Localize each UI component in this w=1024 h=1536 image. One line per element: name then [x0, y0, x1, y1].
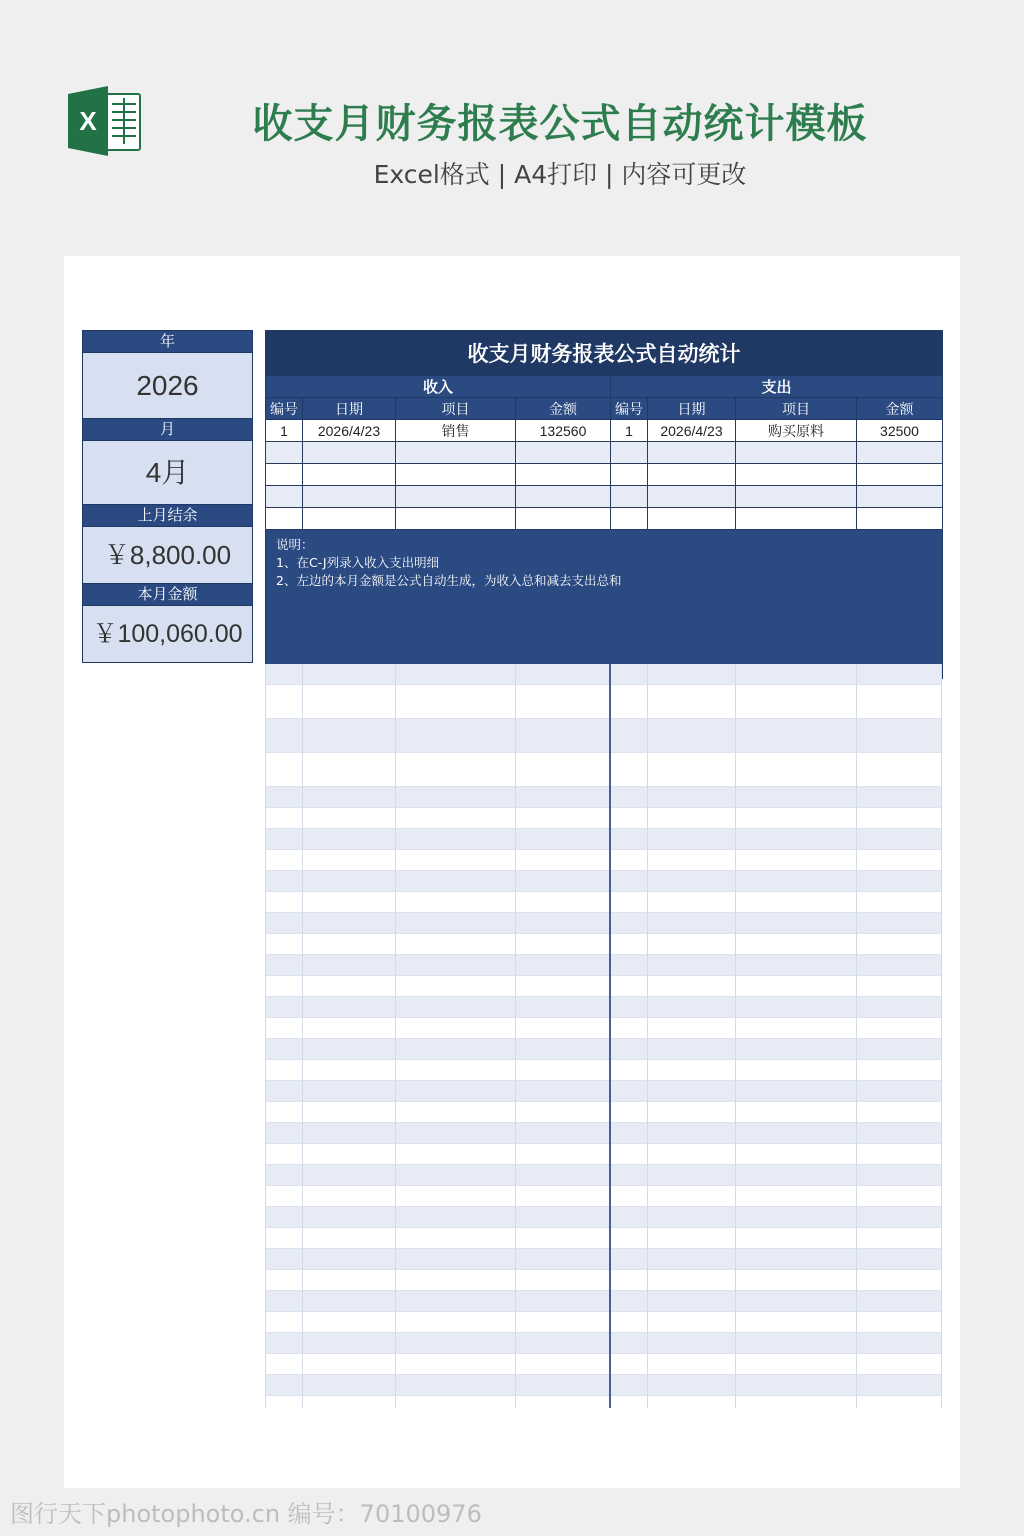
grid-row: [265, 955, 942, 976]
table-cell[interactable]: [516, 486, 611, 508]
table-row: [266, 486, 943, 508]
table-cell[interactable]: 132560: [516, 420, 611, 442]
grid-row: [265, 685, 942, 719]
table-cell[interactable]: [857, 442, 943, 464]
summary-panel: [82, 330, 253, 663]
table-cell[interactable]: [857, 486, 943, 508]
table-cell[interactable]: [736, 508, 857, 530]
year-value[interactable]: 2026: [83, 353, 252, 419]
excel-logo-icon: [68, 86, 142, 156]
table-cell[interactable]: [611, 464, 648, 486]
grid-row: [265, 1249, 942, 1270]
table-cell[interactable]: [611, 508, 648, 530]
grid-column-line: [395, 664, 396, 1408]
table-cell[interactable]: [303, 442, 396, 464]
table-cell[interactable]: [516, 464, 611, 486]
report-title: 收支月财务报表公式自动统计: [266, 331, 943, 376]
page-subtitle: Excel格式 | A4打印 | 内容可更改: [373, 160, 747, 189]
table-cell[interactable]: [396, 508, 516, 530]
table-cell[interactable]: 1: [266, 420, 303, 442]
table-cell[interactable]: [611, 486, 648, 508]
notes-box: [266, 530, 943, 679]
table-cell[interactable]: [266, 442, 303, 464]
col-header: 日期: [303, 398, 396, 420]
grid-row: [265, 997, 942, 1018]
grid-row: [265, 1039, 942, 1060]
grid-row: [265, 976, 942, 997]
page-title: 收支月财务报表公式自动统计模板: [252, 101, 868, 147]
table-cell[interactable]: 1: [611, 420, 648, 442]
grid-row: [265, 1291, 942, 1312]
grid-column-line: [941, 664, 942, 1408]
grid-row: [265, 1186, 942, 1207]
current-amount-value: ￥100,060.00: [83, 606, 252, 663]
table-cell[interactable]: [396, 442, 516, 464]
table-cell[interactable]: 购买原料: [736, 420, 857, 442]
grid-row: [265, 1354, 942, 1375]
table-cell[interactable]: [266, 464, 303, 486]
table-cell[interactable]: 2026/4/23: [648, 420, 736, 442]
grid-row: [265, 1123, 942, 1144]
income-expense-divider: [609, 664, 611, 1408]
month-value[interactable]: 4月: [83, 441, 252, 505]
grid-row: [265, 829, 942, 850]
col-header: 编号: [266, 398, 303, 420]
grid-row: [265, 1333, 942, 1354]
watermark: 图行天下photophoto.cn 编号：70100976: [10, 1500, 482, 1528]
col-header: 金额: [516, 398, 611, 420]
table-cell[interactable]: [303, 508, 396, 530]
prev-balance-value[interactable]: ￥8,800.00: [83, 527, 252, 584]
empty-grid: [265, 664, 942, 1408]
grid-row: [265, 1165, 942, 1186]
table-cell[interactable]: [648, 486, 736, 508]
grid-row: [265, 1144, 942, 1165]
table-cell[interactable]: [648, 508, 736, 530]
grid-row: [265, 1018, 942, 1039]
col-header: 编号: [611, 398, 648, 420]
table-cell[interactable]: 32500: [857, 420, 943, 442]
grid-column-line: [515, 664, 516, 1408]
grid-row: [265, 1270, 942, 1291]
grid-row: [265, 1228, 942, 1249]
grid-row: [265, 1081, 942, 1102]
svg-text:X: X: [79, 106, 97, 136]
grid-row: [265, 1375, 942, 1396]
table-cell[interactable]: [266, 508, 303, 530]
grid-column-line: [265, 664, 266, 1408]
table-cell[interactable]: [857, 464, 943, 486]
grid-row: [265, 1312, 942, 1333]
grid-row: [265, 1060, 942, 1081]
grid-row: [265, 871, 942, 892]
grid-row: [265, 1102, 942, 1123]
table-cell[interactable]: [396, 486, 516, 508]
table-row: [266, 464, 943, 486]
grid-row: [265, 753, 942, 787]
table-cell[interactable]: [736, 464, 857, 486]
table-cell[interactable]: [648, 464, 736, 486]
grid-row: [265, 892, 942, 913]
notes-line: 1、在C-J列录入收入支出明细: [276, 555, 440, 570]
table-cell[interactable]: 2026/4/23: [303, 420, 396, 442]
grid-row: [265, 719, 942, 753]
col-header: 日期: [648, 398, 736, 420]
table-cell[interactable]: [516, 508, 611, 530]
table-cell[interactable]: 销售: [396, 420, 516, 442]
table-row: [266, 442, 943, 464]
table-cell[interactable]: [736, 486, 857, 508]
col-header: 项目: [396, 398, 516, 420]
grid-row: [265, 787, 942, 808]
table-cell[interactable]: [266, 486, 303, 508]
table-row: [266, 508, 943, 530]
col-header: 金额: [857, 398, 943, 420]
table-row: [266, 420, 943, 442]
month-label: 月: [83, 419, 252, 441]
grid-column-line: [647, 664, 648, 1408]
grid-column-line: [302, 664, 303, 1408]
col-header: 项目: [736, 398, 857, 420]
table-cell[interactable]: [303, 464, 396, 486]
grid-row: [265, 913, 942, 934]
grid-row: [265, 664, 942, 685]
current-amount-label: 本月金额: [83, 584, 252, 606]
prev-balance-label: 上月结余: [83, 505, 252, 527]
report-table: [265, 330, 943, 679]
table-cell[interactable]: [516, 442, 611, 464]
grid-column-line: [856, 664, 857, 1408]
table-cell[interactable]: [857, 508, 943, 530]
grid-row: [265, 808, 942, 829]
expense-section-header: 支出: [611, 376, 943, 398]
grid-row: [265, 850, 942, 871]
notes-line: 2、左边的本月金额是公式自动生成，为收入总和减去支出总和: [276, 573, 622, 588]
grid-column-line: [735, 664, 736, 1408]
table-cell[interactable]: [303, 486, 396, 508]
income-section-header: 收入: [266, 376, 611, 398]
notes-heading: 说明：: [276, 537, 314, 552]
grid-row: [265, 934, 942, 955]
grid-row: [265, 1207, 942, 1228]
year-label: 年: [83, 331, 252, 353]
table-cell[interactable]: [396, 464, 516, 486]
table-cell[interactable]: [648, 442, 736, 464]
table-cell[interactable]: [736, 442, 857, 464]
table-cell[interactable]: [611, 442, 648, 464]
